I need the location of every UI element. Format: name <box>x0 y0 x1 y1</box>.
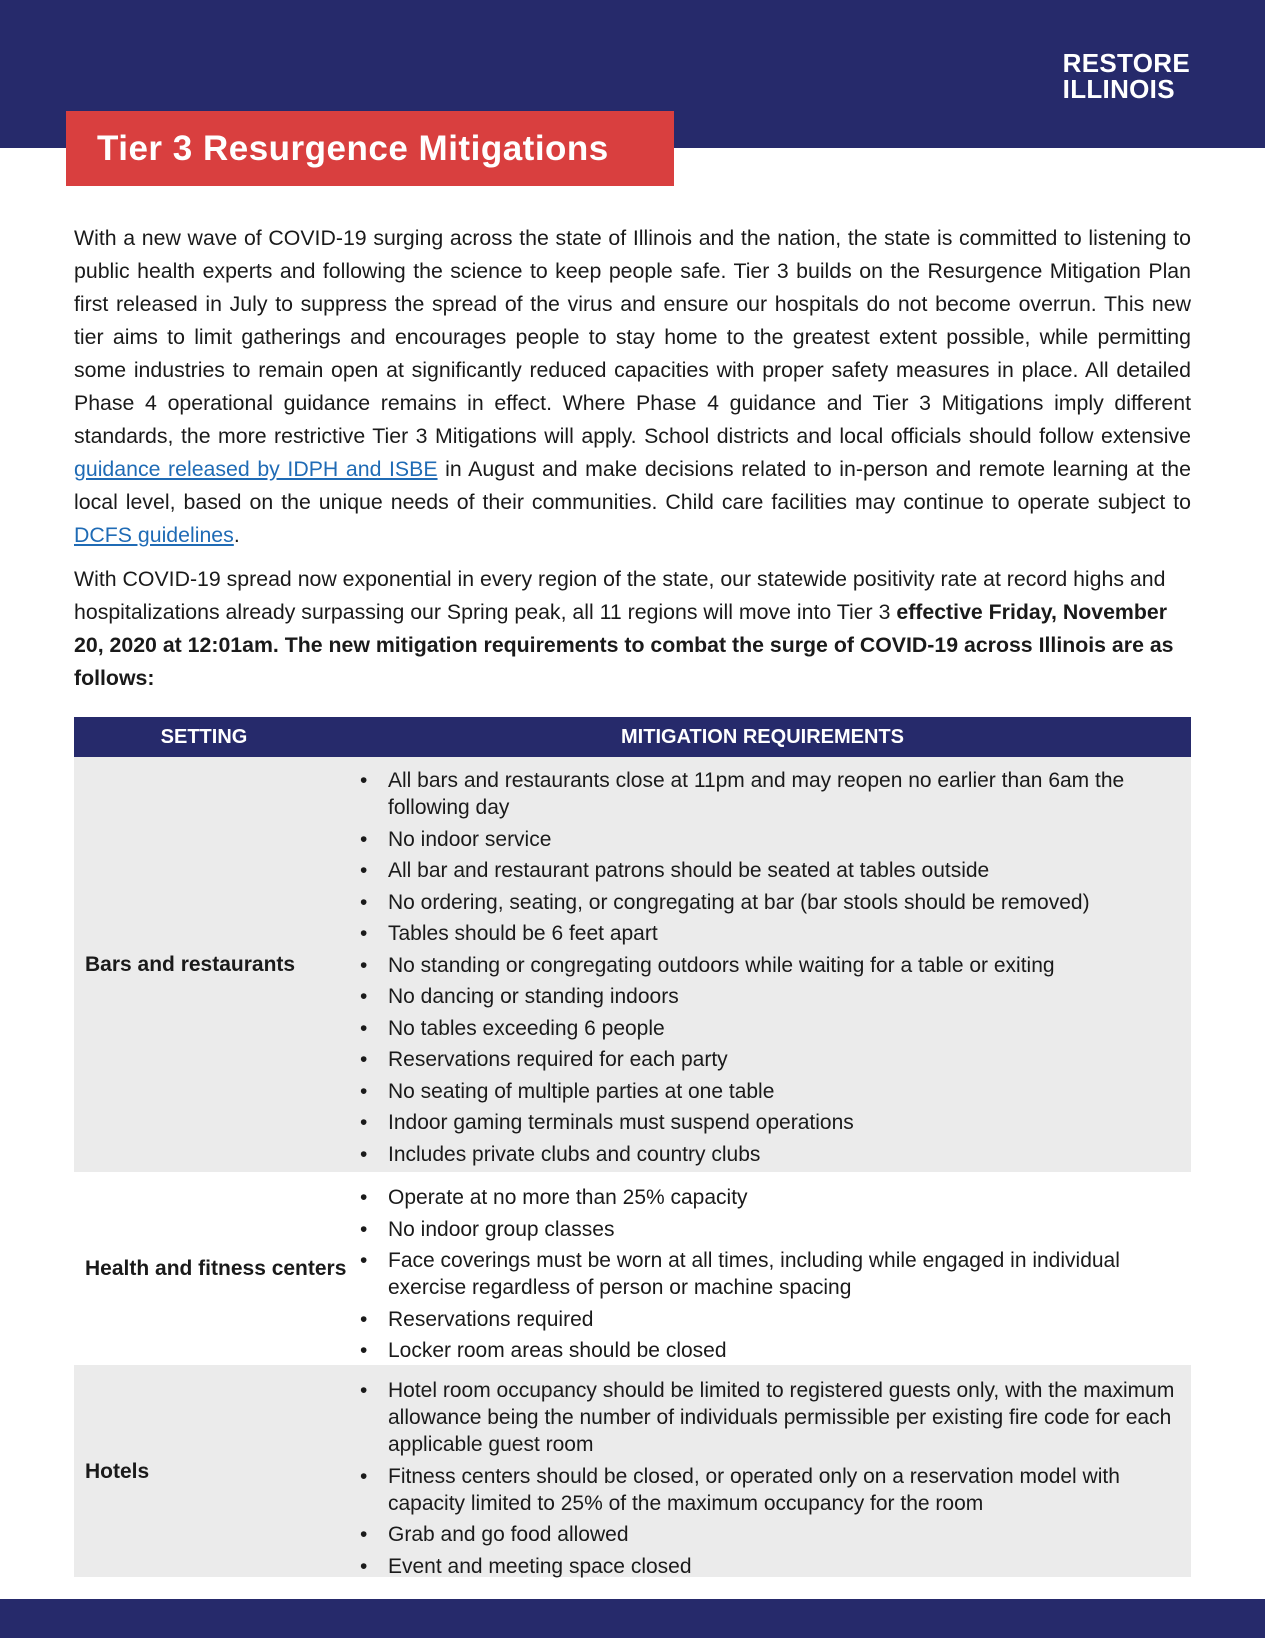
requirements-list <box>360 1184 1179 1364</box>
table-row <box>74 1365 1191 1577</box>
title-banner <box>66 111 674 186</box>
list-item: • No seating of multiple parties at one table <box>360 1078 1179 1105</box>
restore-illinois-logo <box>1063 50 1190 102</box>
list-item: • No ordering, seating, or congregating at bar (bar stools should be removed) <box>360 889 1179 916</box>
list-item: • Fitness centers should be closed, or operated only on a reservation model with capacity limited to 25% of the maximum occupancy for the room <box>360 1463 1179 1517</box>
setting-cell: Hotels <box>85 1459 150 1483</box>
list-item: • No dancing or standing indoors <box>360 983 1179 1010</box>
list-item: • Indoor gaming terminals must suspend operations <box>360 1109 1179 1136</box>
list-item: • All bar and restaurant patrons should be seated at tables outside <box>360 857 1179 884</box>
setting-cell: Health and fitness centers <box>85 1257 347 1280</box>
dcfs-guidelines-link[interactable]: DCFS guidelines <box>74 523 234 547</box>
intro-section <box>74 222 1191 695</box>
requirements-cell <box>360 1172 1191 1365</box>
list-item: • Tables should be 6 feet apart <box>360 920 1179 947</box>
table-row <box>74 1172 1191 1365</box>
page-title: Tier 3 Resurgence Mitigations <box>97 129 609 168</box>
list-item: • Operate at no more than 25% capacity <box>360 1184 1179 1211</box>
intro-paragraph-1 <box>74 222 1191 552</box>
list-item: • No standing or congregating outdoors while waiting for a table or exiting <box>360 952 1179 979</box>
requirements-cell <box>360 1365 1191 1577</box>
list-item: • No indoor service <box>360 826 1179 853</box>
list-item: • No tables exceeding 6 people <box>360 1015 1179 1042</box>
list-item: • Event and meeting space closed <box>360 1553 1179 1580</box>
intro-paragraph-2 <box>74 563 1191 695</box>
column-header-setting: SETTING <box>160 725 248 748</box>
mitigation-table <box>74 717 1191 1577</box>
requirements-cell <box>360 757 1191 1172</box>
intro-p1-text-a: With a new wave of COVID-19 surging across the state of Illinois and the nation, the state is committed to listening to public health experts and following the science to keep people safe. Tier 3 builds on the Resurgence Mitigation Plan first released in July to suppress the spread of the virus and ensure our hospitals do not become overrun. This new tier aims to limit gatherings and encourages people to stay home to the greatest extent possible, while permitting some industries to remain open at significantly reduced capacities with proper safety measures in place. All detailed Phase 4 operational guidance remains in effect. Where Phase 4 guidance and Tier 3 Mitigations imply different standards, the more restrictive Tier 3 Mitigations will apply. School districts and local officials should follow extensive <box>74 226 1191 448</box>
list-item: • Hotel room occupancy should be limited to registered guests only, with the maximum allowance being the number of individuals permissible per existing fire code for each applicable guest room <box>360 1377 1179 1458</box>
list-item: • Locker room areas should be closed <box>360 1337 1179 1364</box>
footer-band <box>0 1599 1265 1638</box>
intro-p2-bold: effective Friday, November 20, 2020 at 12:01am. The new mitigation requirements to combat the surge of COVID-19 across Illinois are as follows: <box>74 600 1174 690</box>
idph-isbe-guidance-link[interactable]: guidance released by IDPH and ISBE <box>74 457 438 481</box>
list-item: • Includes private clubs and country clubs <box>360 1141 1179 1168</box>
list-item: • Face coverings must be worn at all times, including while engaged in individual exercise regardless of person or machine spacing <box>360 1247 1179 1301</box>
table-row <box>74 757 1191 1172</box>
list-item: • All bars and restaurants close at 11pm and may reopen no earlier than 6am the following day <box>360 767 1179 821</box>
brand-line-1: RESTORE <box>1062 48 1190 78</box>
intro-p1-text-c: . <box>233 523 240 547</box>
list-item: • Grab and go food allowed <box>360 1521 1179 1548</box>
list-item: • No indoor group classes <box>360 1216 1179 1243</box>
column-header-requirements: MITIGATION REQUIREMENTS <box>621 725 904 748</box>
brand-line-2: ILLINOIS <box>1062 74 1175 104</box>
requirements-list <box>360 1377 1179 1580</box>
intro-p2-text: With COVID-19 spread now exponential in every region of the state, our statewide positivity rate at record highs and hospitalizations already surpassing our Spring peak, all 11 regions will move into Tier 3 <box>74 567 1166 624</box>
intro-p1-text-b: in August and make decisions related to in-person and remote learning at the local level, based on the unique needs of their communities. Child care facilities may continue to operate subject to <box>74 457 1191 514</box>
requirements-list <box>360 767 1179 1168</box>
setting-cell: Bars and restaurants <box>85 953 296 976</box>
list-item: • Reservations required for each party <box>360 1046 1179 1073</box>
table-header <box>74 717 1191 757</box>
list-item: • Reservations required <box>360 1306 1179 1333</box>
